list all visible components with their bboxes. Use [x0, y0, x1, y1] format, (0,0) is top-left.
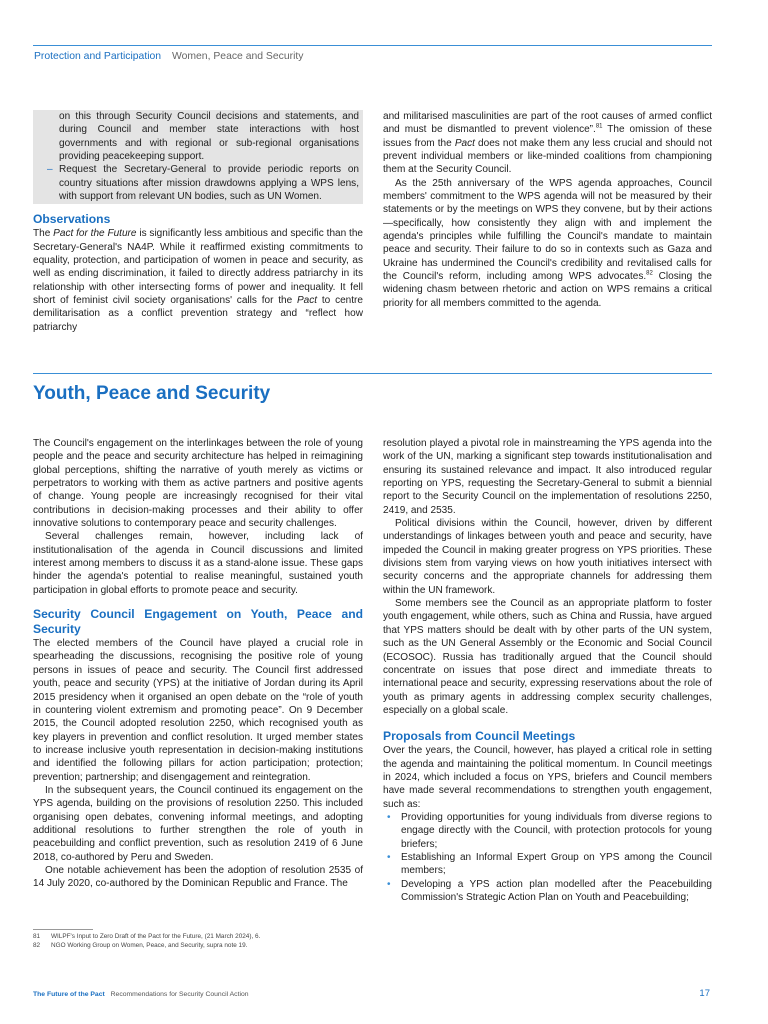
bullet-marker: •: [387, 851, 391, 863]
challenges-paragraph: Several challenges remain, however, including lack of institutionalisation of the agenda in Council discussions and limited interest among members to discuss it as a stand-alone issue. These gaps hinder the agenda's potential to realise meaningful, sustained youth participation in global efforts to promote peace and security.: [33, 531, 363, 596]
box-list-item-text: Request the Secretary-General to provide periodic reports on country situations after mission drawdowns applying a WPS lens, with support from relevant UN bodies, such as UN Women.: [59, 164, 359, 203]
dash-marker: –: [47, 164, 53, 176]
observations-paragraph: The Pact for the Future is significantly less ambitious and specific than the Secretary-General's NA4P. While it reaffirmed existing commitments to equality, protection, and participation of women in peace and security, as well as ending discrimination, it failed to directly address patriarchy in its relationship with other intersecting forms of power and inequality. It fell short of feminist civil society organisations' calls for the Pact to centre demilitarisation as a conflict prevention strategy and “reflect how patriarchy: [33, 228, 364, 333]
list-item: • Providing opportunities for young individuals from diverse regions to engage directly with the Council, with protection protocols for young briefers;: [383, 811, 712, 851]
left-column: [33, 437, 363, 891]
proposals-heading: Proposals from Council Meetings: [383, 729, 576, 744]
footnote: 82 NGO Working Group on Women, Peace, and Security, supra note 19.: [33, 942, 248, 949]
top-right-column: [383, 110, 712, 310]
bullet-marker: •: [387, 878, 391, 890]
box-continuation: on this through Security Council decisions and statements, and during Council and member state interactions with host governments and with regional or sub-regional organisations providing peacekeeping support.: [59, 111, 359, 163]
proposals-paragraph: Over the years, the Council, however, has played a critical role in setting the agenda and maintaining the political momentum. In Council meetings in 2024, which included a focus on YPS, briefers and Council members have made several recommendations to strengthen youth engagement, such as:: [383, 745, 712, 810]
engagement-paragraph-3: One notable achievement has been the adoption of resolution 2535 of 14 July 2020, co-authored by the Dominican Republic and France. The: [33, 864, 363, 890]
running-header: [34, 51, 303, 62]
right-column: [383, 437, 712, 904]
page-number: 17: [699, 988, 710, 999]
engagement-paragraph-2: In the subsequent years, the Council continued its engagement on the YPS agenda, building on the provisions of resolution 2250. This included organising open debates, convening informal meetings, and adopting additional resolutions to further strengthen the role of youth in peacebuilding and conflict prevention, such as resolution 2419 of 6 June 2018, co-authored by Peru and Sweden.: [33, 784, 363, 863]
footer-publication: The Future of the Pact: [33, 991, 105, 998]
footnote-ref: 81: [595, 124, 603, 130]
header-subsection: Women, Peace and Security: [171, 51, 304, 62]
divisions-paragraph: Political divisions within the Council, however, driven by different understandings of linkages between youth and peace and security, have impeded the Council in making greater progress on YPS priorities. These divisions stem from varying views on how youth initiatives intersect with security concerns and the appropriate channels for addressing them within the UN framework.: [383, 518, 712, 596]
header-section: Protection and Participation: [34, 51, 162, 62]
engagement-paragraph-1: The elected members of the Council have played a crucial role in spearheading the discussions, recognising the positive role of young persons in issues of peace and security. The Council first addressed youth, peace and security (YPS) at the initiative of Jordan during its April 2015 presidency when it organised an open debate on the “role of youth in countering violent extremism and promoting peace”. On 9 December 2015, the Council adopted resolution 2250, which recognised youth as key players in prevention and conflict resolution. It urged member states to increase inclusive youth representation in decision-making institutions and identified the following pillars for action participation; protection; prevention; partnership; and disengagement and reintegration.: [33, 638, 363, 783]
proposals-list: [383, 811, 712, 904]
top-left-column: [33, 110, 363, 334]
recommendation-box: [33, 110, 363, 204]
section-title: Youth, Peace and Security: [33, 383, 271, 404]
footer-subtitle: Recommendations for Security Council Action: [110, 991, 249, 998]
intro-paragraph: The Council's engagement on the interlinkages between the role of young people and the peace and security architecture has helped in reimagining global perceptions, shifting the narrative of youth merely as victims or perpetrators to working with them as active partners and positive agents of change. Young people are increasingly recognised for their vital contributions in decision-making processes and their ability to offer innovative solutions to contemporary peace and security challenges.: [33, 438, 363, 530]
bullet-marker: •: [387, 811, 391, 823]
wps-paragraph-1: and militarised masculinities are part of the root causes of armed conflict and must be dismantled to prevent violence”.$^{81}$ The omission of these issues from the Pact does not make them any less crucial and should not prevent individual members or like-minded coalitions from championing them at the Security Council.: [383, 111, 712, 176]
engagement-heading: Security Council Engagement on Youth, Peace and Security: [33, 607, 363, 637]
list-item: • Establishing an Informal Expert Group on YPS among the Council members;: [383, 851, 712, 878]
list-item: • Developing a YPS action plan modelled after the Peacebuilding Commission's Strategic Action Plan on Youth and Peacebuilding;: [383, 878, 712, 905]
observations-heading: Observations: [33, 212, 111, 227]
footnotes: [33, 932, 260, 950]
header-rule: [33, 45, 712, 46]
box-list-item: [33, 163, 363, 203]
resolution-paragraph: resolution played a pivotal role in mainstreaming the YPS agenda into the work of the UN, marking a significant step towards institutionalisation and ensuring its sustained relevance and impact. It also introduced regular reporting on YPS, requesting the Secretary-General to submit a biennial report to the Security Council on the implementation of resolutions 2250, 2419, and 2535.: [383, 438, 712, 516]
footnote-rule: [33, 929, 93, 930]
wps-paragraph-2: As the 25th anniversary of the WPS agenda approaches, Council members' commitment to the WPS agenda will not be measured by their statements or by the meetings on WPS they convene, but by their actions—specifically, how consistently they align with and implement the agenda's principles while fulfilling the Council's mandate to maintain peace and security. Their failure to do so in contexts such as Gaza and Ukraine has undermined the Council's credibility and revitalised calls for the Council's reform, including among WPS advocates.$^{82}$ Closing the widening chasm between rhetoric and action on WPS remains a critical priority for all members committed to the agenda.: [383, 177, 712, 309]
platform-paragraph: Some members see the Council as an appropriate platform to foster youth engagement, while others, such as China and Russia, have argued that YPS matters should be dealt with by other parts of the UN system, such as the UN General Assembly or the Economic and Social Council (ECOSOC). Russia has traditionally argued that the Council should concentrate on issues that pose direct and immediate threats to international peace and security, expressing reservations about the role of youth as primary agents in addressing complex security challenges, especially on a global scale.: [383, 598, 712, 716]
page-footer: [33, 991, 249, 998]
footnote-ref: 82: [646, 270, 653, 277]
footnote: 81 WILPF's Input to Zero Draft of the Pact for the Future, (21 March 2024), 6.: [33, 933, 261, 940]
section-rule: [33, 373, 712, 374]
